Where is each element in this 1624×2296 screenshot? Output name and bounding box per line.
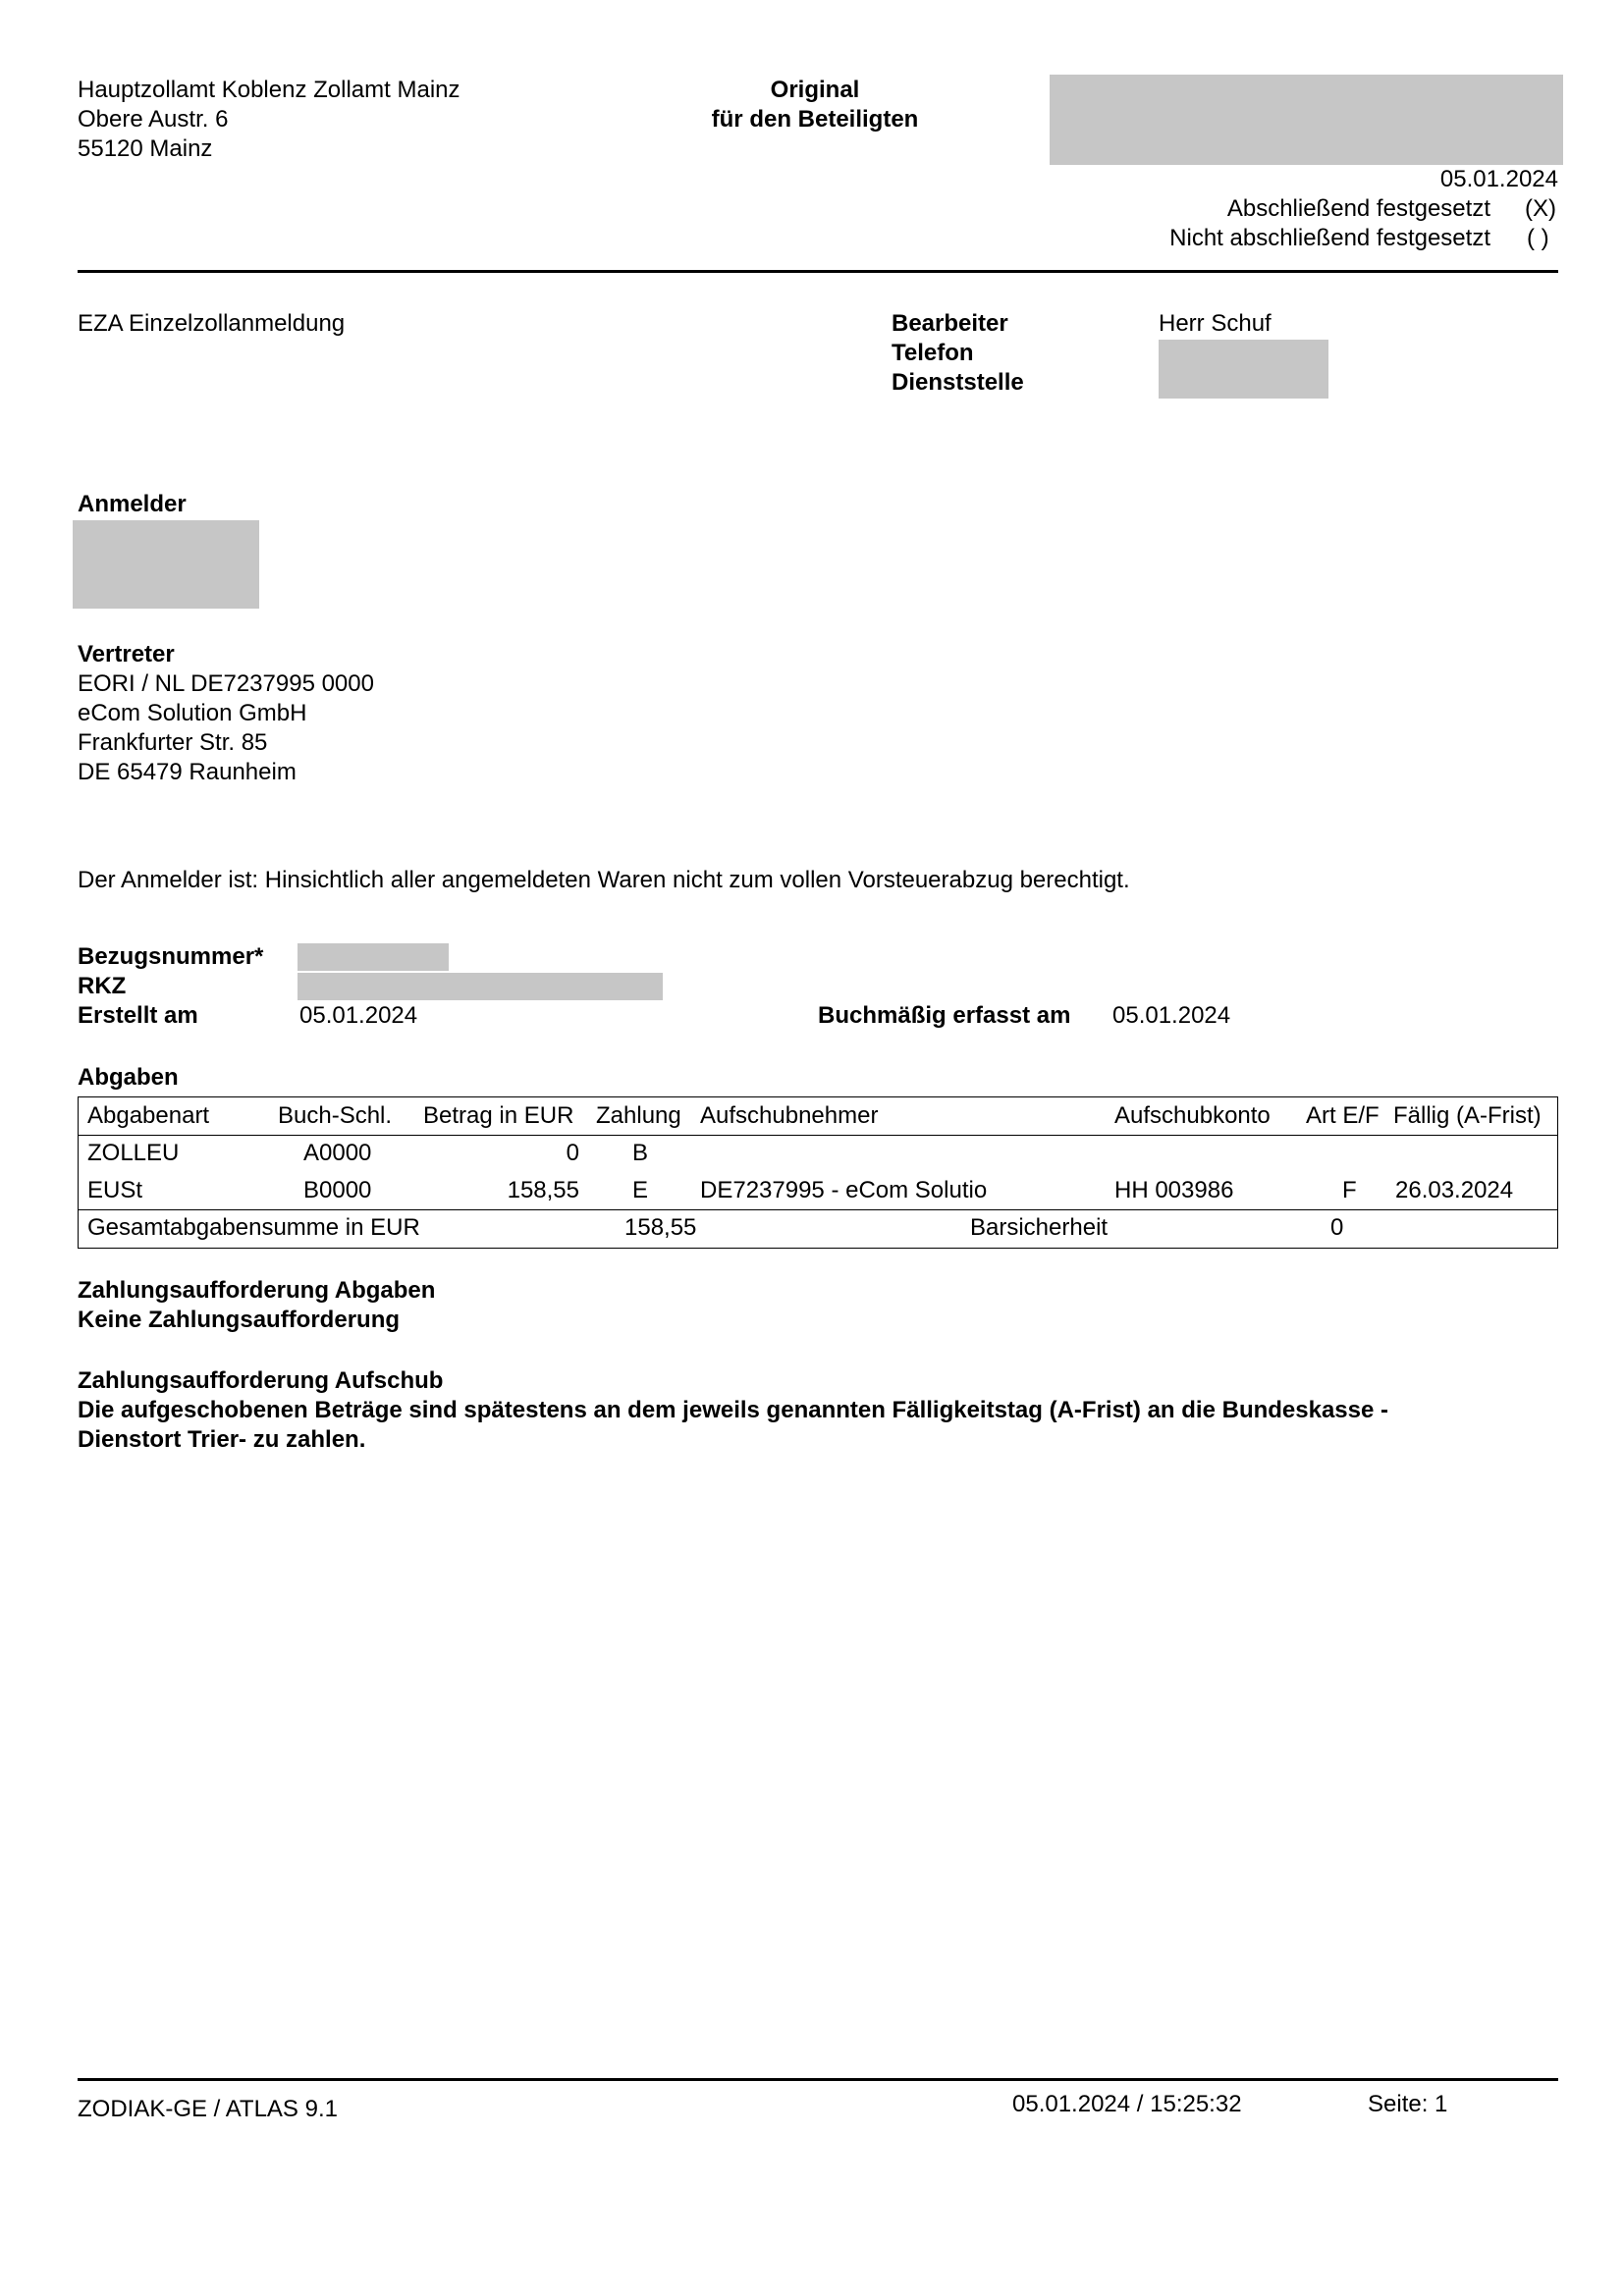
duties-title: Abgaben bbox=[78, 1064, 179, 1091]
booked-value: 05.01.2024 bbox=[1112, 1002, 1231, 1029]
row2-art-ef: F bbox=[1342, 1177, 1357, 1203]
row2-faellig: 26.03.2024 bbox=[1395, 1177, 1514, 1203]
representative-street: Frankfurter Str. 85 bbox=[78, 729, 268, 756]
status-nonfinal-label: Nicht abschließend festgesetzt bbox=[1169, 225, 1490, 251]
duties-table bbox=[78, 1096, 1558, 1249]
header-buch-schl: Buch-Schl. bbox=[278, 1102, 393, 1129]
row2-aufschubkonto: HH 003986 bbox=[1114, 1177, 1234, 1203]
header-aufschubnehmer: Aufschubnehmer bbox=[700, 1102, 879, 1129]
representative-eori: EORI / NL DE7237995 0000 bbox=[78, 670, 374, 697]
header-zahlung: Zahlung bbox=[596, 1102, 681, 1129]
footer-system: ZODIAK-GE / ATLAS 9.1 bbox=[78, 2096, 338, 2122]
header-divider bbox=[78, 270, 1558, 273]
created-value: 05.01.2024 bbox=[299, 1002, 418, 1029]
representative-city: DE 65479 Raunheim bbox=[78, 759, 297, 785]
redacted-declarant bbox=[73, 520, 259, 609]
copy-title: Original bbox=[770, 77, 860, 103]
declarant-label: Anmelder bbox=[78, 491, 187, 517]
status-nonfinal-mark: ( ) bbox=[1527, 225, 1549, 251]
payment-deferral-text-1: Die aufgeschobenen Beträge sind spätestens an dem jeweils genannten Fälligkeitstag (A-Frist) an die Bundeskasse - bbox=[78, 1397, 1389, 1423]
payment-duties-text: Keine Zahlungsaufforderung bbox=[78, 1307, 401, 1333]
footer-timestamp: 05.01.2024 / 15:25:32 bbox=[1012, 2091, 1242, 2117]
row2-buch-schl: B0000 bbox=[303, 1177, 372, 1203]
row2-abgabenart: EUSt bbox=[87, 1177, 143, 1203]
payment-deferral-text-2: Dienstort Trier- zu zahlen. bbox=[78, 1426, 366, 1453]
table-total-divider bbox=[79, 1209, 1557, 1210]
redacted-reference bbox=[298, 943, 449, 971]
redacted-contact bbox=[1159, 340, 1328, 399]
rkz-label: RKZ bbox=[78, 973, 127, 999]
sender-city: 55120 Mainz bbox=[78, 135, 213, 162]
header-aufschubkonto: Aufschubkonto bbox=[1114, 1102, 1271, 1129]
table-header-divider bbox=[79, 1135, 1557, 1136]
payment-deferral-title: Zahlungsaufforderung Aufschub bbox=[78, 1367, 444, 1394]
declaration-type: EZA Einzelzollanmeldung bbox=[78, 310, 346, 337]
sender-street: Obere Austr. 6 bbox=[78, 106, 229, 133]
total-value: 158,55 bbox=[624, 1214, 697, 1241]
status-date: 05.01.2024 bbox=[1439, 166, 1558, 192]
total-label: Gesamtabgabensumme in EUR bbox=[87, 1214, 420, 1241]
row2-zahlung: E bbox=[632, 1177, 649, 1203]
footer-page: Seite: 1 bbox=[1368, 2091, 1448, 2117]
reference-label: Bezugsnummer* bbox=[78, 943, 264, 970]
representative-label: Vertreter bbox=[78, 641, 175, 667]
tax-notice: Der Anmelder ist: Hinsichtlich aller angemeldeten Waren nicht zum vollen Vorsteuerabzug berechtigt. bbox=[78, 867, 1130, 893]
office-label: Dienststelle bbox=[892, 369, 1024, 396]
header-betrag: Betrag in EUR bbox=[423, 1102, 574, 1129]
sender-office: Hauptzollamt Koblenz Zollamt Mainz bbox=[78, 77, 460, 103]
row1-buch-schl: A0000 bbox=[303, 1140, 372, 1166]
copy-subtitle: für den Beteiligten bbox=[711, 106, 919, 133]
clerk-label: Bearbeiter bbox=[892, 310, 1008, 337]
header-abgabenart: Abgabenart bbox=[87, 1102, 210, 1129]
security-label: Barsicherheit bbox=[970, 1214, 1109, 1241]
redacted-recipient bbox=[1050, 75, 1563, 165]
header-art-ef: Art E/F bbox=[1306, 1102, 1380, 1129]
header-faellig: Fällig (A-Frist) bbox=[1393, 1102, 1542, 1129]
security-value: 0 bbox=[1330, 1214, 1344, 1241]
payment-duties-title: Zahlungsaufforderung Abgaben bbox=[78, 1277, 436, 1304]
clerk-value: Herr Schuf bbox=[1159, 310, 1272, 337]
created-label: Erstellt am bbox=[78, 1002, 198, 1029]
row2-betrag: 158,55 bbox=[507, 1177, 579, 1203]
redacted-rkz bbox=[298, 973, 663, 1000]
booked-label: Buchmäßig erfasst am bbox=[818, 1002, 1071, 1029]
row1-betrag: 0 bbox=[566, 1140, 579, 1166]
row2-aufschubnehmer: DE7237995 - eCom Solutio bbox=[700, 1177, 988, 1203]
row1-abgabenart: ZOLLEU bbox=[87, 1140, 180, 1166]
footer-divider bbox=[78, 2078, 1558, 2081]
phone-label: Telefon bbox=[892, 340, 974, 366]
status-final-label: Abschließend festgesetzt bbox=[1226, 195, 1490, 222]
representative-name: eCom Solution GmbH bbox=[78, 700, 307, 726]
row1-zahlung: B bbox=[632, 1140, 649, 1166]
status-final-mark: (X) bbox=[1525, 195, 1556, 222]
